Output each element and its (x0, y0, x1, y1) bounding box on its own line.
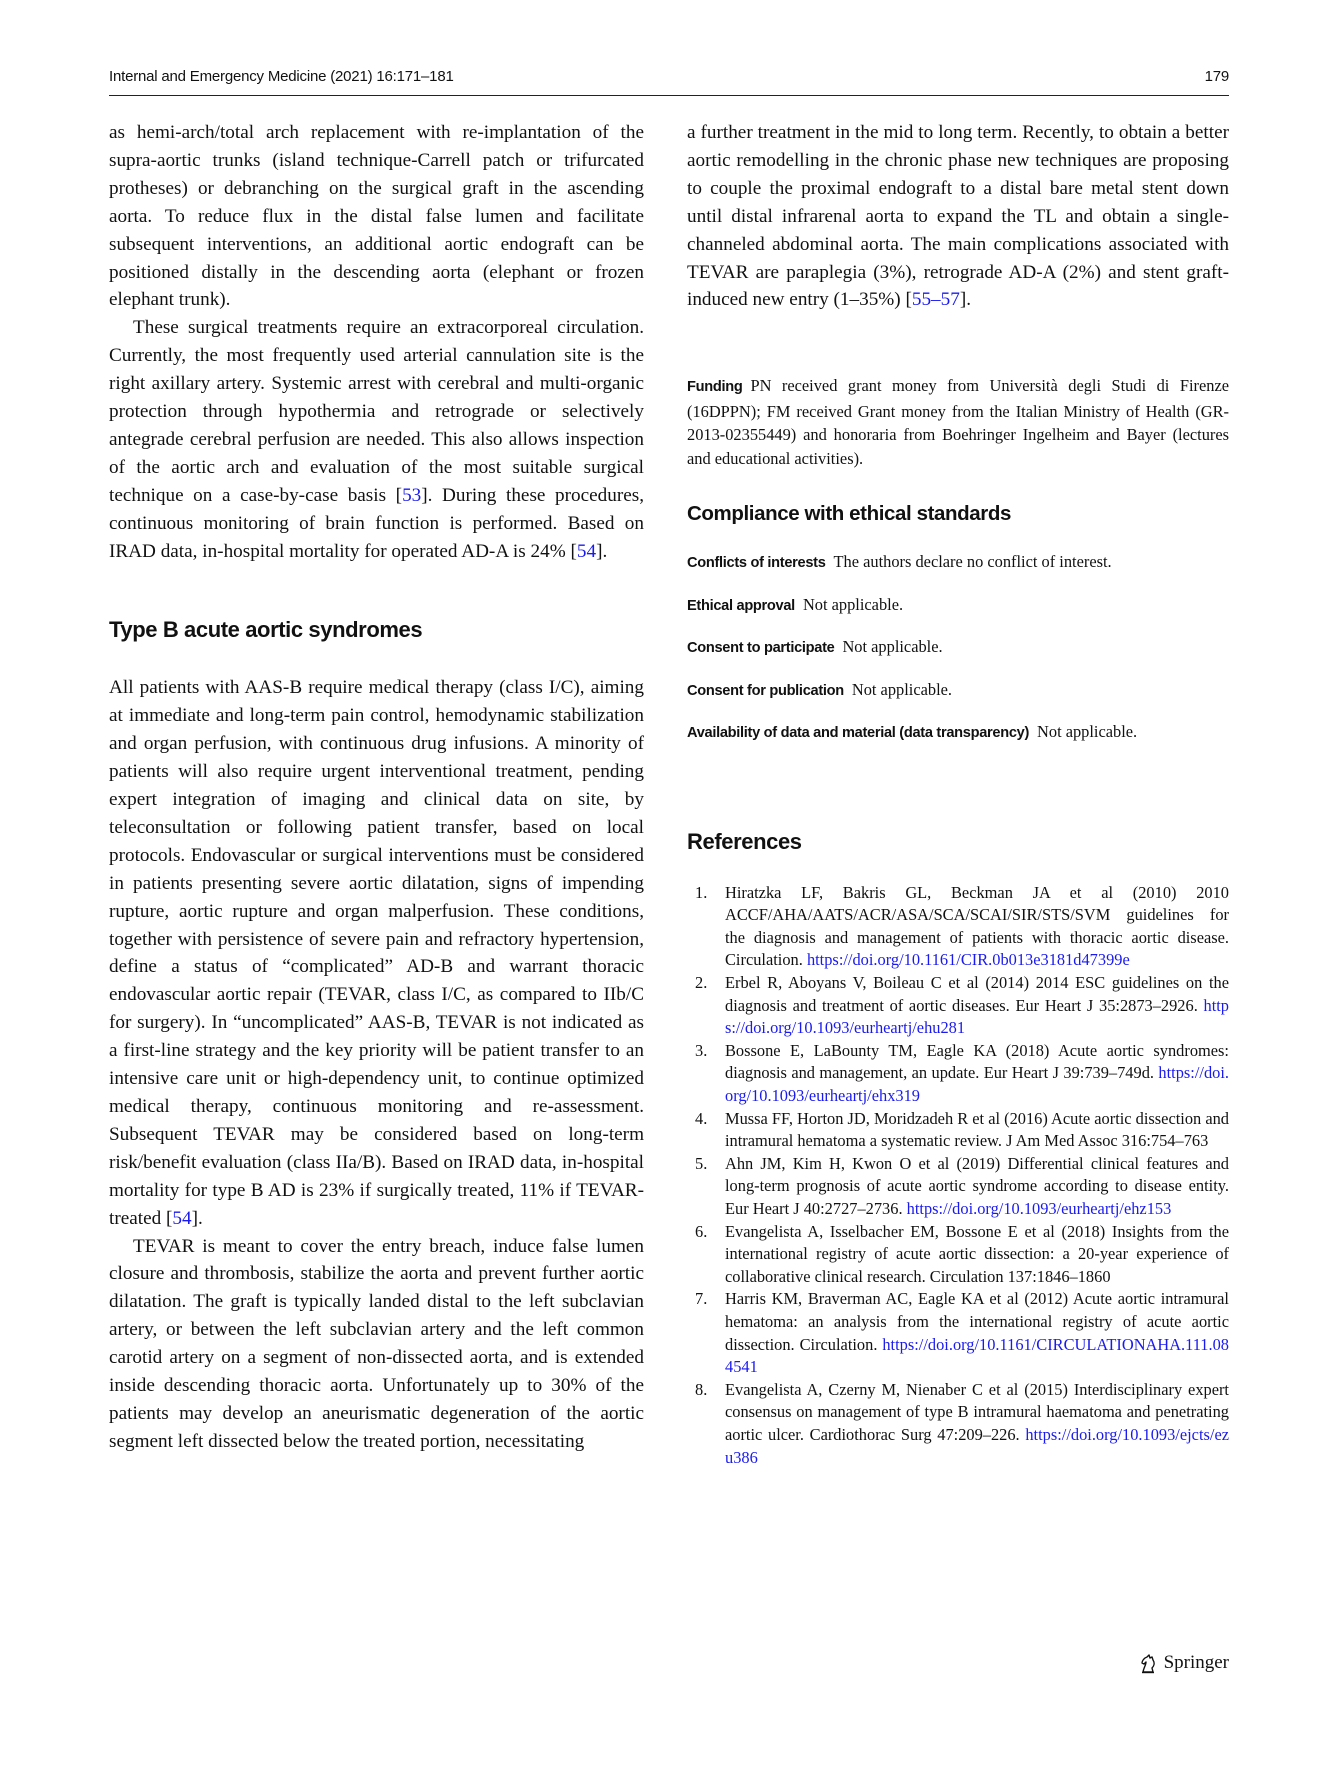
doi-link[interactable]: https://doi.org/10.1093/eurheartj/ehx319 (725, 1063, 1229, 1105)
reference-item: 7. Harris KM, Braverman AC, Eagle KA et al (2012) Acute aortic intramural hematoma: an analysis from the international registry of acute aortic dissection. Circulation. https://doi.org/10.1161/CIRCULATIONAHA.111.084541 (695, 1289, 1229, 1377)
left-column (109, 119, 644, 1456)
header-rule (109, 95, 1229, 96)
paragraph: TEVAR is meant to cover the entry breach, induce false lumen closure and thrombosis, stabilize the aorta and prevent further aortic dilatation. The graft is typically landed distal to the left subclavian artery, or between the left subclavian artery and the left common carotid artery on a segment of non-dissected aorta, and is extended inside descending thoracic aorta. Unfortunately up to 30% of the patients may develop an aneurismatic degeneration of the aortic segment left dissected below the treated portion, necessitating (109, 1235, 644, 1452)
page-number: 179 (1204, 68, 1229, 85)
reference-item: 8. Evangelista A, Czerny M, Nienaber C et al (2015) Interdisciplinary expert consensus on management of type B intramural haematoma and penetrating aortic ulcer. Cardiothorac Surg 47:209–226. https://doi.org/10.1093/ejcts/ezu386 (695, 1379, 1229, 1467)
paragraph: All patients with AAS-B require medical therapy (class I/C), aiming at immediate and long-term pain control, hemodynamic stabilization and organ perfusion, with continuous drug infusions. A minority of patients will also require urgent interventional treatment, pending expert integration of imaging and clinical data on site, by teleconsultation or following patient transfer, based on local protocols. Endovascular or surgical interventions must be considered in patients presenting severe aortic dilatation, signs of impending rupture, aortic rupture and organ malperfusion. These conditions, together with persistence of severe pain and refractory hypertension, define a status of “complicated” AD-B and warrant thoracic endovascular aortic repair (TEVAR, class I/C, as compared to IIb/C for surgery). In “uncomplicated” AAS-B, TEVAR is not indicated as a first-line strategy and the key priority will be patient transfer to an intensive care unit or high-dependency unit, to continue optimized medical therapy, continuous monitoring and re-assessment. Subsequent TEVAR may be considered based on long-term risk/benefit evaluation (class IIa/B). Based on IRAD data, in-hospital mortality for type B AD is 23% if surgically treated, 11% if TEVAR-treated [54]. (109, 677, 644, 1229)
doi-link[interactable]: https://doi.org/10.1093/eurheartj/ehu281 (725, 995, 1229, 1038)
funding-label: Funding (687, 379, 743, 396)
reference-item: 3. Bossone E, LaBounty TM, Eagle KA (2018) Acute aortic syndromes: diagnosis and management, an update. Eur Heart J 39:739–749d. https://doi.org/10.1093/eurheartj/ehx319 (695, 1040, 1229, 1105)
citation-link[interactable]: 53 (402, 484, 422, 506)
doi-link[interactable]: https://doi.org/10.1161/CIR.0b013e3181d47399e (806, 950, 1130, 970)
paragraph: a further treatment in the mid to long term. Recently, to obtain a better aortic remodelling in the chronic phase new techniques are proposing to couple the proximal endograft to a distal bare metal stent down until distal infrarenal aorta to expand the TL and obtain a single-channeled abdominal aorta. The main complications associated with TEVAR are paraplegia (3%), retrograde AD-A (2%) and stent graft-induced new entry (1–35%) [55–57]. (687, 122, 1229, 311)
reference-item: 1. Hiratzka LF, Bakris GL, Beckman JA et al (2010) 2010 ACCF/AHA/AATS/ACR/ASA/SCA/SCAI/SIR/STS/SVM guidelines for the diagnosis and management of patients with thoracic aortic disease. Circulation. https://doi.org/10.1161/CIR.0b013e3181d47399e (695, 882, 1229, 970)
declaration-item: Ethical approval Not applicable. (687, 594, 904, 614)
journal-citation: Internal and Emergency Medicine (2021) 16:171–181 (109, 68, 454, 85)
citation-link[interactable]: 54 (172, 1207, 192, 1229)
springer-horse-icon (1138, 1652, 1158, 1674)
right-column (687, 119, 1229, 1469)
reference-item: 6. Evangelista A, Isselbacher EM, Bossone E et al (2018) Insights from the international registry of acute aortic dissection: a 20-year experience of collaborative clinical research. Circulation 137:1846–1860 (695, 1221, 1229, 1286)
section-heading: Type B acute aortic syndromes (109, 616, 423, 642)
declaration-item: Availability of data and material (data transparency) Not applicable. (687, 722, 1138, 742)
running-header (109, 68, 1229, 85)
paragraph: as hemi-arch/total arch replacement with re-implantation of the supra-aortic trunks (island technique-Carrell patch or trifurcated protheses) or debranching on the surgical graft in the ascending aorta. To reduce flux in the distal false lumen and facilitate subsequent interventions, an additional aortic endograft can be positioned distally in the descending aorta (elephant or frozen elephant trunk). (109, 122, 644, 311)
doi-link[interactable]: https://doi.org/10.1093/ejcts/ezu386 (725, 1424, 1229, 1467)
doi-link[interactable]: https://doi.org/10.1093/eurheartj/ehz153 (906, 1198, 1172, 1218)
funding-statement: Funding PN received grant money from Università degli Studi di Firenze (16DPPN); FM received Grant money from the Italian Ministry of Health (GR-2013-02355449) and honoraria from Boehringer Ingelheim and Bayer (lectures and educational activities). (687, 376, 1229, 468)
declaration-item: Consent to participate Not applicable. (687, 637, 943, 657)
reference-item: 2. Erbel R, Aboyans V, Boileau C et al (2014) 2014 ESC guidelines on the diagnosis and treatment of aortic diseases. Eur Heart J 35:2873–2926. https://doi.org/10.1093/eurheartj/ehu281 (695, 973, 1229, 1038)
citation-link[interactable]: 54 (576, 540, 597, 562)
publisher-logo (1138, 1652, 1229, 1674)
declarations-list (687, 550, 1229, 746)
declaration-item: Consent for publication Not applicable. (687, 679, 953, 699)
paragraph: These surgical treatments require an extracorporeal circulation. Currently, the most frequently used arterial cannulation site is the right axillary artery. Systemic arrest with cerebral and multi-organic protection through hypothermia and retrograde or selectively antegrade cerebral perfusion are needed. This also allows inspection of the aortic arch and evaluation of the most suitable surgical technique on a case-by-case basis [53]. During these procedures, continuous monitoring of brain function is performed. Based on IRAD data, in-hospital mortality for operated AD-A is 24% [54]. (109, 317, 644, 562)
declaration-item: Conflicts of interests The authors declare no conflict of interest. (687, 552, 1112, 572)
references-heading: References (687, 828, 802, 854)
reference-item: 5. Ahn JM, Kim H, Kwon O et al (2019) Differential clinical features and long-term prognosis of acute aortic syndrome according to disease entity. Eur Heart J 40:2727–2736. https://doi.org/10.1093/eurheartj/ehz153 (695, 1153, 1229, 1218)
references-list (687, 882, 1229, 1469)
citation-link[interactable]: 55–57 (911, 289, 960, 311)
reference-item: 4. Mussa FF, Horton JD, Moridzadeh R et al (2016) Acute aortic dissection and intramural hematoma a systematic review. J Am Med Assoc 316:754–763 (695, 1108, 1229, 1151)
publisher-name: Springer (1163, 1652, 1229, 1673)
compliance-heading: Compliance with ethical standards (687, 502, 1011, 526)
doi-link[interactable]: https://doi.org/10.1161/CIRCULATIONAHA.111.084541 (725, 1334, 1229, 1377)
